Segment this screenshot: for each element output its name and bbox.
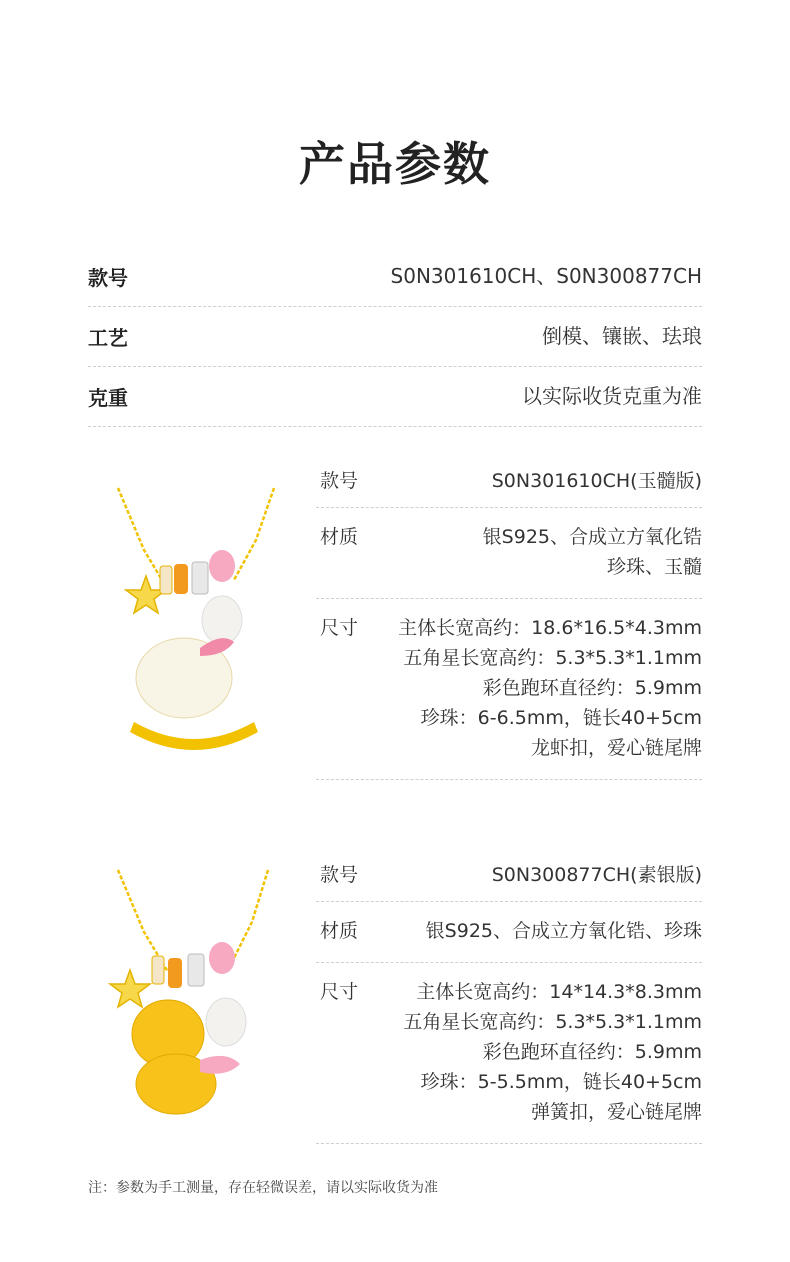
product-spec-row xyxy=(316,846,702,902)
footnote: 注：参数为手工测量，存在轻微误差，请以实际收货为准 xyxy=(88,1180,438,1196)
product-spec-label: 材质 xyxy=(320,526,359,548)
value-line: 珍珠：6-6.5mm，链长40+5cm xyxy=(420,707,702,729)
product-spec-label: 款号 xyxy=(320,864,359,886)
product-spec-row xyxy=(316,963,702,1144)
spec-value: S0N301610CH、S0N300877CH xyxy=(390,264,702,288)
product-spec-value xyxy=(492,466,702,496)
product-spec-label: 尺寸 xyxy=(320,981,359,1003)
spec-row-weight xyxy=(88,366,702,427)
product-spec-row xyxy=(316,508,702,599)
spec-value: 倒模、镶嵌、珐琅 xyxy=(542,324,702,348)
product-spec-label: 材质 xyxy=(320,920,359,942)
spec-row-model xyxy=(88,246,702,307)
page-title: 产品参数 xyxy=(299,137,491,191)
value-line: 龙虾扣，爱心链尾牌 xyxy=(530,737,702,759)
value-line: 珍珠：5-5.5mm，链长40+5cm xyxy=(420,1071,702,1093)
product-spec-label: 尺寸 xyxy=(320,617,359,639)
value-line: 彩色跑环直径约：5.9mm xyxy=(482,1041,702,1063)
value-line: 珍珠、玉髓 xyxy=(606,556,702,578)
spec-label: 克重 xyxy=(88,386,128,410)
product-spec-value xyxy=(398,613,702,763)
value-line: 主体长宽高约：14*14.3*8.3mm xyxy=(416,981,702,1003)
product-spec-row xyxy=(316,902,702,963)
spec-row-craft xyxy=(88,306,702,367)
value-line: 主体长宽高约：18.6*16.5*4.3mm xyxy=(398,617,702,639)
spec-label: 工艺 xyxy=(88,326,128,350)
product-spec-value xyxy=(483,522,702,582)
value-line: 五角星长宽高约：5.3*5.3*1.1mm xyxy=(403,647,702,669)
unicorn-gold-silver-necklace-image xyxy=(96,862,296,1152)
unicorn-jade-necklace-image xyxy=(96,480,296,770)
product-spec-label: 款号 xyxy=(320,470,359,492)
value-line: 弹簧扣，爱心链尾牌 xyxy=(530,1101,702,1123)
product-spec-row xyxy=(316,452,702,508)
spec-value: 以实际收货克重为准 xyxy=(522,384,702,408)
product-spec-value xyxy=(403,977,702,1127)
value-line: S0N301610CH(玉髓版) xyxy=(491,470,702,492)
product-spec-table xyxy=(316,452,702,780)
value-line: 银S925、合成立方氧化锆 xyxy=(482,526,702,548)
value-line: 五角星长宽高约：5.3*5.3*1.1mm xyxy=(403,1011,702,1033)
product-spec-row xyxy=(316,599,702,780)
value-line: S0N300877CH(素银版) xyxy=(491,864,702,886)
value-line: 彩色跑环直径约：5.9mm xyxy=(482,677,702,699)
product-spec-table xyxy=(316,846,702,1144)
product-spec-value xyxy=(426,916,702,946)
product-spec-value xyxy=(492,860,702,890)
value-line: 银S925、合成立方氧化锆、珍珠 xyxy=(425,920,702,942)
spec-label: 款号 xyxy=(88,266,128,290)
